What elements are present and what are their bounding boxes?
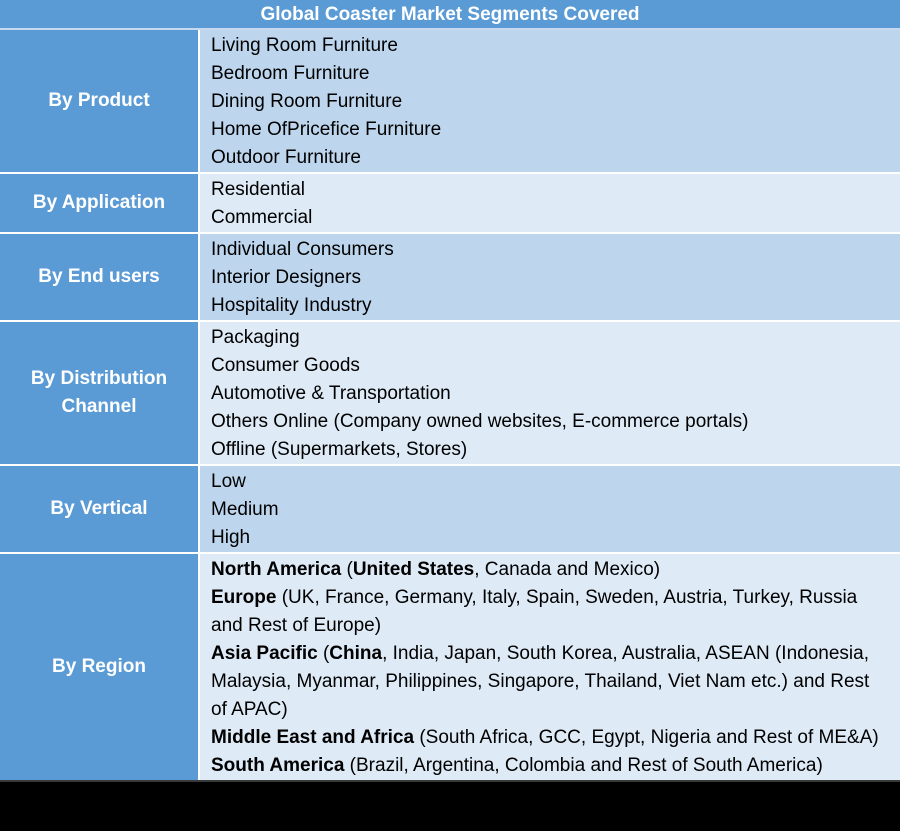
segment-label: By Region <box>0 554 200 780</box>
region-south-america <box>211 752 900 780</box>
segment-item: Outdoor Furniture <box>211 147 361 168</box>
segment-item: Offline (Supermarkets, Stores) <box>211 439 468 460</box>
region-north-america <box>211 556 900 584</box>
region-name: South America <box>211 755 345 776</box>
segment-row-end-users <box>0 234 900 322</box>
region-text: (UK, France, Germany, Italy, Spain, Sweden, Austria, Turkey, Russia <box>276 587 858 608</box>
region-text: , India, Japan, South Korea, Australia, ASEAN (Indonesia, <box>382 643 869 664</box>
segment-row-application <box>0 174 900 234</box>
segment-item: Automotive & Transportation <box>211 383 451 404</box>
region-name: Middle East and Africa <box>211 727 415 748</box>
segment-items <box>200 30 900 172</box>
segment-row-region <box>0 554 900 782</box>
segment-label: By Vertical <box>0 466 200 552</box>
segment-row-distribution-channel <box>0 322 900 466</box>
segment-item: High <box>211 527 251 548</box>
segment-item: Dining Room Furniture <box>211 91 403 112</box>
region-text: (South Africa, GCC, Egypt, Nigeria and Rest of ME&A) <box>414 727 879 748</box>
segment-label: By Product <box>0 30 200 172</box>
segment-item: Living Room Furniture <box>211 35 398 56</box>
region-name: Asia Pacific <box>211 643 318 664</box>
segment-item: Consumer Goods <box>211 355 360 376</box>
segment-items <box>200 466 900 552</box>
segment-item: Packaging <box>211 327 300 348</box>
segment-item: Home OfPricefice Furniture <box>211 119 442 140</box>
region-text: (Brazil, Argentina, Colombia and Rest of South America) <box>344 755 823 776</box>
region-highlight: United States <box>352 559 475 580</box>
region-asia-pacific-cont: Malaysia, Myanmar, Philippines, Singapore, Thailand, Viet Nam etc.) and Rest <box>211 671 870 692</box>
segment-item: Low <box>211 471 246 492</box>
region-text: ( <box>317 643 330 664</box>
region-europe <box>211 584 900 612</box>
segment-item: Interior Designers <box>211 267 361 288</box>
region-name: North America <box>211 559 342 580</box>
region-highlight: China <box>329 643 383 664</box>
region-asia-pacific-cont: of APAC) <box>211 699 288 720</box>
segment-items <box>200 234 900 320</box>
region-text: , Canada and Mexico) <box>474 559 661 580</box>
segment-item: Medium <box>211 499 279 520</box>
segment-item: Commercial <box>211 207 313 228</box>
segment-label: By End users <box>0 234 200 320</box>
segment-items <box>200 322 900 464</box>
segment-label: By Distribution Channel <box>0 322 200 464</box>
segment-item: Hospitality Industry <box>211 295 372 316</box>
segment-items <box>200 554 900 780</box>
region-asia-pacific <box>211 640 900 668</box>
segment-row-vertical <box>0 466 900 554</box>
region-europe-cont: and Rest of Europe) <box>211 615 382 636</box>
region-middle-east-africa <box>211 724 900 752</box>
table-title: Global Coaster Market Segments Covered <box>0 0 900 30</box>
region-text: ( <box>341 559 353 580</box>
segment-item: Residential <box>211 179 305 200</box>
segment-item: Others Online (Company owned websites, E-commerce portals) <box>211 411 749 432</box>
segment-items <box>200 174 900 232</box>
region-name: Europe <box>211 587 277 608</box>
segment-item: Individual Consumers <box>211 239 394 260</box>
segment-row-product <box>0 30 900 174</box>
segment-label: By Application <box>0 174 200 232</box>
segment-item: Bedroom Furniture <box>211 63 370 84</box>
